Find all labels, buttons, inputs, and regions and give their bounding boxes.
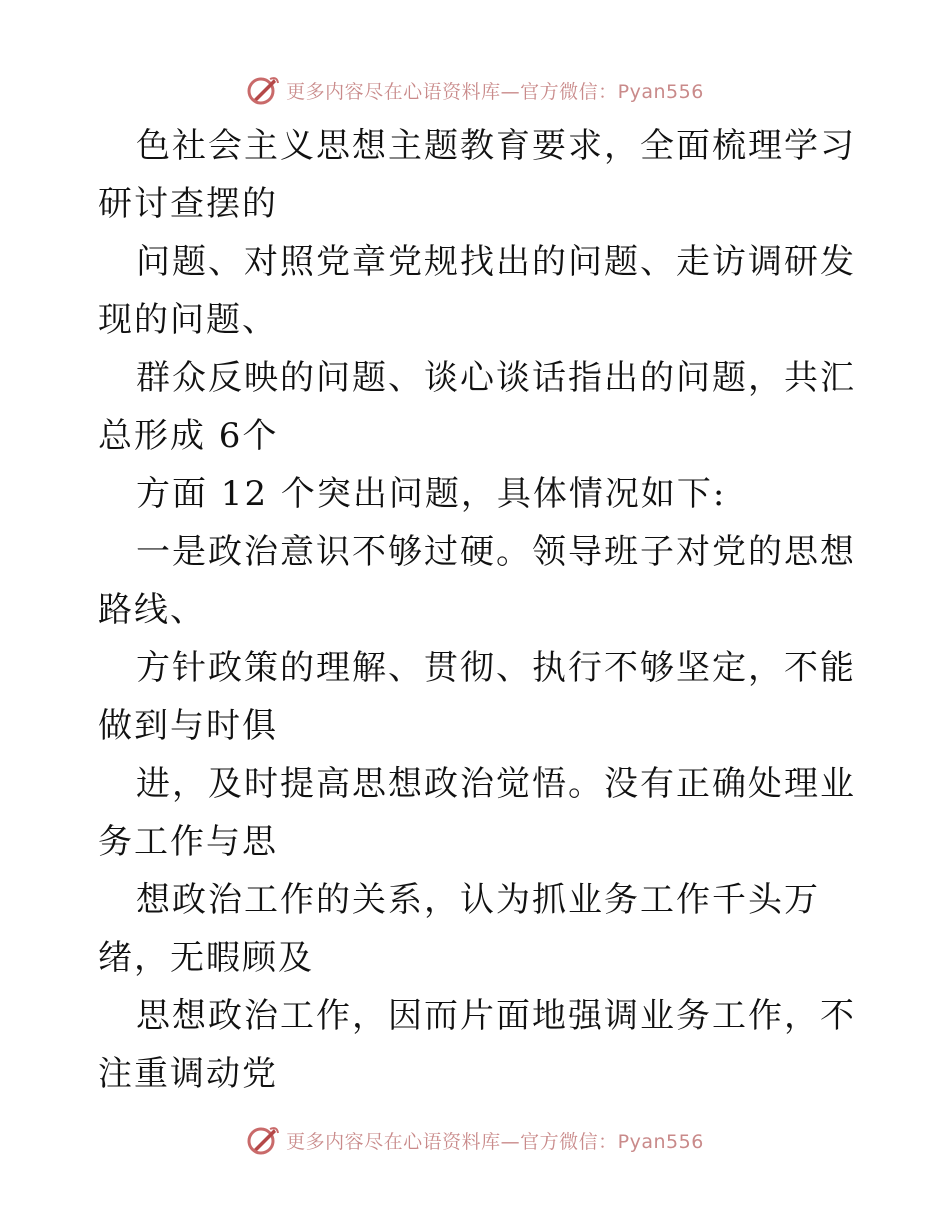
paragraph: 想政治工作的关系，认为抓业务工作千头万绪，无暇顾及 [98,880,820,978]
footer-watermark [0,1120,950,1160]
paragraph: 方面 12 个突出问题，具体情况如下: [136,474,727,514]
paragraph: 群众反映的问题、谈心谈话指出的问题，共汇总形成 6个 [98,358,856,456]
paragraph: 进，及时提高思想政治觉悟。没有正确处理业务工作与思 [98,764,856,862]
paragraph: 色社会主义思想主题教育要求，全面梳理学习研讨查摆的 [98,126,856,224]
paragraph: 方针政策的理解、贯彻、执行不够坚定，不能做到与时俱 [98,648,856,746]
quill-logo-icon [246,73,280,107]
quill-logo-icon [246,1123,280,1157]
header-watermark [0,70,950,110]
watermark-text: 更多内容尽在心语资料库—官方微信：Pyan556 [286,1130,704,1153]
document-body [98,117,858,1103]
watermark-text: 更多内容尽在心语资料库—官方微信：Pyan556 [286,80,704,103]
paragraph: 一是政治意识不够过硬。领导班子对党的思想路线、 [98,532,856,630]
paragraph: 思想政治工作，因而片面地强调业务工作，不注重调动党 [98,996,856,1094]
paragraph: 问题、对照党章党规找出的问题、走访调研发现的问题、 [98,242,856,340]
